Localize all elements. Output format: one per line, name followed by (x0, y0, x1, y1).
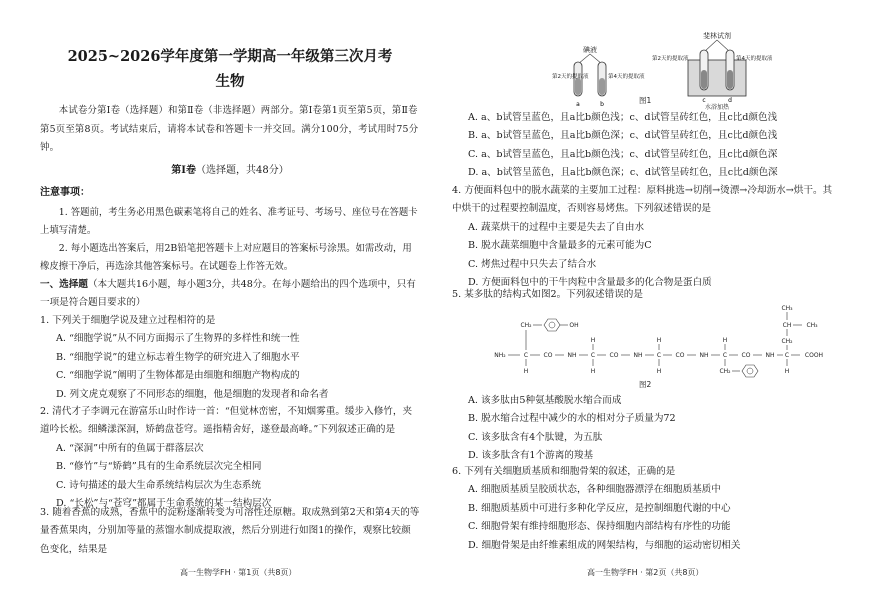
peptide-h3: H (656, 368, 662, 375)
peptide-c2: C (590, 352, 596, 359)
peptide-ch2-tyr: CH₂ (520, 322, 532, 329)
option-c: C. a、b试管呈蓝色，且a比b颜色浅；c、d试管呈砖红色，且c比d颜色深 (468, 148, 778, 160)
fig1-tube-a-label: 第2天的提取液 (552, 74, 589, 80)
peptide-co1: CO (543, 352, 553, 359)
fig1-left-setup (552, 45, 645, 108)
option-c: C. “细胞学说”阐明了生物体都是由细胞和细胞产物构成的 (56, 370, 300, 382)
peptide-nh3: NH (699, 352, 709, 359)
tube-letter-c: c (702, 97, 706, 104)
peptide-h1: H (523, 368, 529, 375)
option-c: C. 该多肽含有4个肽键，为五肽 (468, 431, 603, 443)
peptide-cooh: COOH (804, 352, 824, 359)
peptide-ch3-side: CH₃ (806, 322, 818, 329)
water-bath (688, 60, 746, 96)
peptide-h2-top: H (590, 337, 596, 344)
notice-item-2: 2. 每小题选出答案后，用2B铅笔把答题卡上对应题目的答案标号涂黑。如需改动，用橡皮擦干净后，再选涂其他答案标号。在试题卷上作答无效。 (40, 243, 412, 273)
question-4 (452, 182, 837, 292)
option-b: B. “修竹”与“矫鹤”具有的生命系统层次完全相同 (56, 461, 262, 473)
option-d: D. “长松”与“苍穹”都属于生命系统的某一结构层次 (56, 498, 272, 510)
peptide-h4-top: H (722, 337, 728, 344)
option-c: C. 诗句描述的最大生命系统结构层次为生态系统 (56, 479, 261, 491)
figure-1-caption: 图1 (639, 96, 652, 105)
exam-subject: 生物 (215, 73, 245, 90)
peptide-h2: H (590, 368, 596, 375)
notice-item-1: 1. 答题前，考生务必用黑色碳素笔将自己的姓名、准考证号、考场号、座位号在答题卡上填写清楚。 (40, 207, 418, 237)
fig1-tube-c-label: 第2天的提取液 (652, 56, 689, 62)
page-footer: 高一生物学FH · 第1页（共8页） (180, 568, 297, 577)
section-title-bold: 第Ⅰ卷 (171, 165, 196, 176)
question-1 (40, 312, 420, 404)
peptide-co4: CO (741, 352, 751, 359)
peptide-c5: C (784, 352, 790, 359)
option-a: A. a、b试管呈蓝色，且a比b颜色浅；c、d试管呈砖红色，且c比d颜色浅 (468, 112, 778, 123)
page-footer: 高一生物学FH · 第2页（共8页） (587, 568, 704, 577)
question-stem: 6. 下列有关细胞质基质和细胞骨架的叙述，正确的是 (452, 466, 676, 477)
question-3-options (452, 109, 837, 183)
option-d: D. 该多肽含有1个游离的羧基 (468, 450, 594, 462)
figure-2-caption: 图2 (639, 380, 652, 389)
option-d: D. 列文虎克观察了不同形态的细胞，他是细胞的发现者和命名者 (56, 388, 329, 400)
option-a: A. “深洞”中所有的鱼属于群落层次 (56, 442, 204, 454)
fig1-iodine-label: 碘液 (583, 46, 597, 54)
question-5-options (452, 392, 837, 466)
option-b: B. 脱水蔬菜细胞中含量最多的元素可能为C (468, 240, 652, 252)
option-b: B. a、b试管呈蓝色，且a比b颜色深；c、d试管呈砖红色，且c比d颜色浅 (468, 130, 778, 142)
option-b: B. “细胞学说”的建立标志着生物学的研究进入了细胞水平 (56, 351, 300, 363)
peptide-ch2-top-right: CH₂ (781, 338, 793, 345)
question-stem: 1. 下列关于细胞学说及建立过程相符的是 (40, 315, 216, 326)
peptide-ch-branch: CH (782, 322, 792, 329)
question-stem: 4. 方便面料包中的脱水蔬菜的主要加工过程：原料挑选→切削→烫漂→冷却沥水→烘干。其中烘干的过程要控制温度，否则容易烤焦。下列叙述错误的是 (452, 185, 833, 215)
option-c: C. 细胞骨架有维持细胞形态、保持细胞内部结构有序性的功能 (468, 521, 731, 533)
peptide-c3: C (656, 352, 662, 359)
peptide-nh2-link: NH (633, 352, 643, 359)
peptide-oh: OH (569, 322, 579, 329)
mcq-section-bold: 一、选择题 (40, 279, 88, 290)
option-a: A. 蔬菜烘干的过程中主要是失去了自由水 (468, 221, 645, 233)
fig1-fehling-label: 斐林试剂 (703, 32, 731, 40)
option-a: A. 细胞质基质呈胶质状态，各种细胞器漂浮在细胞质基质中 (468, 484, 721, 496)
question-5-stem: 5. 某多肽的结构式如图2。下列叙述错误的是 (452, 289, 643, 300)
tube-letter-b: b (600, 101, 604, 108)
option-d: D. 细胞骨架是由纤维素组成的网架结构，与细胞的运动密切相关 (468, 539, 741, 551)
peptide-h5: H (784, 368, 790, 375)
peptide-ch2-phe: CH₂ (719, 368, 731, 375)
option-c: C. 烤焦过程中只失去了结合水 (468, 258, 597, 270)
fig1-tube-d-label: 第4天的提取液 (736, 56, 772, 62)
tube-letter-a: a (576, 101, 580, 108)
option-d: D. a、b试管呈蓝色，且a比b颜色深；c、d试管呈砖红色，且c比d颜色深 (468, 167, 778, 179)
peptide-h3-top: H (656, 337, 662, 344)
question-stem: 2. 清代才子李调元在游富乐山时作诗一首：“但觉林峦密，不知烟雾重。缓步入修竹，夹道吟长松。细鳞漾深洞，矫鹤盘苍穹。遥指精舍好，遂登最高峰。”下列叙述正确的是 (40, 406, 413, 436)
section-title-rest: （选择题，共48分） (195, 165, 289, 176)
mcq-section-rest: （本大题共16小题，每小题3分，共48分。在每小题给出的四个选项中，只有一项是符合题目要求的） (40, 279, 416, 309)
page-1 (40, 0, 420, 599)
exam-title: 2025~2026学年度第一学期高一年级第三次月考 (67, 48, 393, 65)
peptide-c4: C (722, 352, 728, 359)
question-3-stem: 3. 随着香蕉的成熟，香蕉中的淀粉逐渐转变为可溶性还原糖。取成熟到第2天和第4天的等量香蕉果肉，分别加等量的蒸馏水制成提取液，然后分别进行如图1的操作，观察比较颜色变化，结果是 (40, 507, 420, 555)
exam-instructions: 本试卷分第Ⅰ卷（选择题）和第Ⅱ卷（非选择题）两部分。第Ⅰ卷第1页至第5页，第Ⅱ卷第5页至第8页。考试结束后，请将本试卷和答题卡一并交回。满分100分，考试用时75分钟。 (40, 105, 419, 153)
figure-1 (552, 30, 772, 110)
question-6 (452, 463, 837, 555)
question-2 (40, 403, 420, 513)
notice-heading: 注意事项： (40, 187, 90, 198)
section-title (40, 162, 420, 180)
mcq-section-header (40, 276, 420, 313)
page-2 (452, 0, 837, 599)
option-b: B. 脱水缩合过程中减少的水的相对分子质量为72 (468, 413, 676, 425)
figure-2-peptide (492, 300, 832, 382)
peptide-co3: CO (675, 352, 685, 359)
peptide-co2: CO (609, 352, 619, 359)
option-d: D. 方便面料包中的干牛肉粒中含量最多的化合物是蛋白质 (468, 277, 712, 289)
peptide-ch3-top: CH₃ (781, 305, 793, 312)
tube-letter-d: d (728, 97, 732, 104)
fig1-bath-label: 水浴加热 (704, 104, 730, 110)
peptide-nh4: NH (765, 352, 775, 359)
peptide-c1: C (523, 352, 529, 359)
option-a: A. “细胞学说”从不同方面揭示了生物界的多样性和统一性 (56, 333, 300, 345)
option-b: B. 细胞质基质中可进行多种化学反应，是控制细胞代谢的中心 (468, 502, 731, 514)
peptide-nh2: NH₂ (494, 352, 506, 359)
fig1-tube-b-label: 第4天的提取液 (608, 74, 645, 80)
option-a: A. 该多肽由5种氨基酸脱水缩合而成 (468, 395, 622, 406)
peptide-nh1: NH (567, 352, 577, 359)
fig1-right-setup (652, 31, 772, 110)
